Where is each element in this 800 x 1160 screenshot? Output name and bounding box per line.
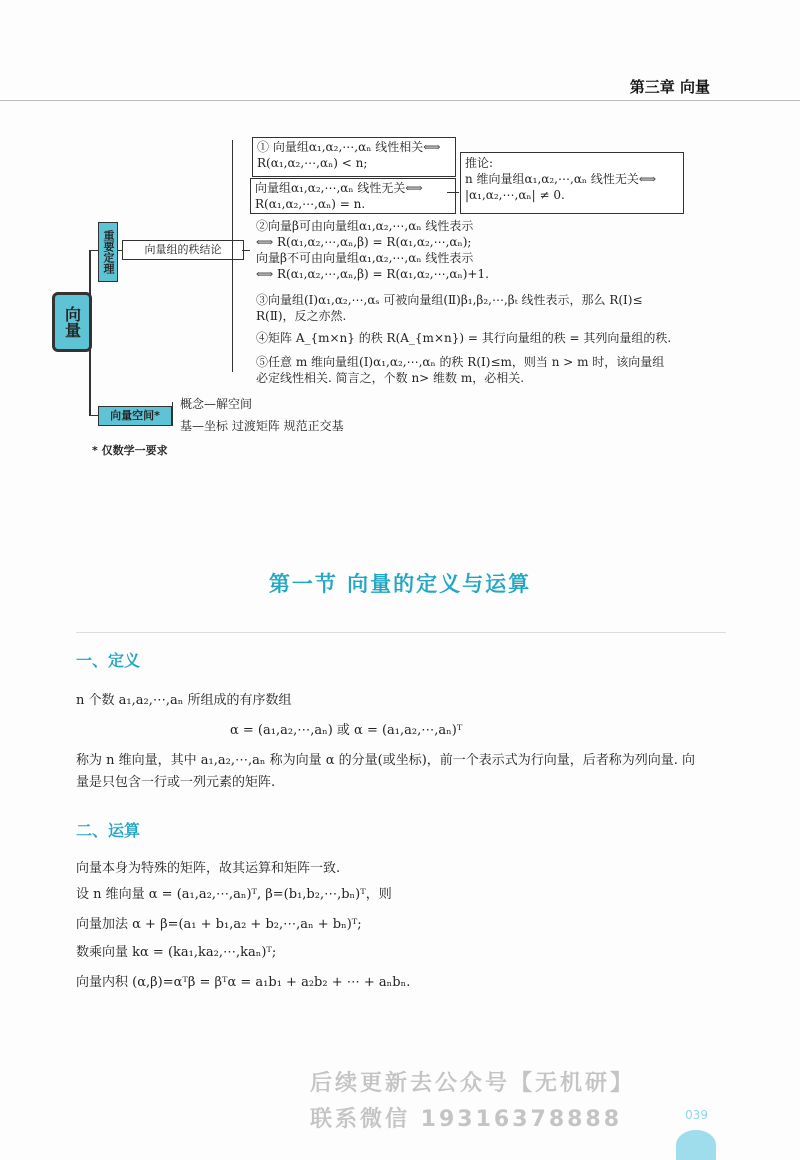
- op-p1: 向量本身为特殊的矩阵，故其运算和矩阵一致.: [76, 861, 341, 876]
- item1b-box: [250, 178, 456, 214]
- inference-line2: |α₁,α₂,⋯,αₙ| ≠ 0.: [465, 188, 565, 202]
- def-formula: α = (a₁,a₂,⋯,aₙ) 或 α = (a₁,a₂,⋯,aₙ)ᵀ: [230, 723, 463, 738]
- item1-box: [252, 137, 456, 177]
- page-corner-decoration: [676, 1130, 716, 1160]
- item2-line1: ②向量β可由向量组α₁,α₂,⋯,αₙ 线性表示: [256, 219, 474, 233]
- item3-line1: ③向量组(Ⅰ)α₁,α₂,⋯,αₛ 可被向量组(Ⅱ)β₁,β₂,⋯,βₜ 线性表示，那么 R(Ⅰ)≤: [256, 293, 643, 307]
- footnote: * 仅数学一要求: [92, 444, 168, 457]
- item2: [256, 218, 696, 282]
- watermark-line2: 联系微信 19316378888: [310, 1107, 623, 1132]
- item4: ④矩阵 A_{m×n} 的秩 R(A_{m×n}) = 其行向量组的秩 = 其列向量组的秩.: [256, 331, 672, 345]
- op-p3: 向量加法 α + β=(a₁ + b₁,a₂ + b₂,⋯,aₙ + bₙ)ᵀ;: [76, 917, 362, 932]
- item5: [256, 354, 716, 386]
- inference-line1: n 维向量组α₁,α₂,⋯,αₙ 线性无关⟺: [465, 172, 657, 186]
- mindmap-connector: [117, 250, 123, 251]
- def-p1: n 个数 a₁,a₂,⋯,aₙ 所组成的有序数组: [76, 693, 292, 708]
- chapter-header: 第三章 向量: [629, 78, 710, 96]
- section-title: 第一节 向量的定义与运算: [268, 572, 532, 596]
- inference-connector: [447, 192, 459, 193]
- page-number: 039: [685, 1108, 708, 1122]
- mindmap-bracket: [232, 140, 233, 372]
- branch-vector-space: 向量空间*: [98, 406, 172, 426]
- item2-line2: ⟺ R(α₁,α₂,⋯,αₙ,β) = R(α₁,α₂,⋯,αₙ);: [256, 235, 472, 249]
- branch-theorem: 重要定理: [98, 222, 118, 282]
- mindmap-connector: [242, 250, 250, 251]
- item3-line2: R(Ⅱ)，反之亦然.: [256, 309, 347, 323]
- space-line2: 基—坐标 过渡矩阵 规范正交基: [180, 419, 344, 433]
- item5-line1: ⑤任意 m 维向量组(Ⅰ)α₁,α₂,⋯,αₙ 的秩 R(Ⅰ)≤m，则当 n > m 时，该向量组: [256, 355, 665, 369]
- space-line1: 概念—解空间: [180, 397, 253, 411]
- op-title: 二、运算: [76, 821, 141, 840]
- item1-text: ① 向量组α₁,α₂,⋯,αₙ 线性相关⟺ R(α₁,α₂,⋯,αₙ) < n;: [257, 140, 441, 170]
- mindmap-root: 向量: [52, 292, 92, 352]
- def-p2-line2: 量是只包含一行或一列元素的矩阵.: [76, 775, 276, 790]
- item2-line4: ⟺ R(α₁,α₂,⋯,αₙ,β) = R(α₁,α₂,⋯,αₙ)+1.: [256, 267, 489, 281]
- header-divider: [0, 100, 800, 101]
- item5-line2: 必定线性相关. 简言之，个数 n> 维数 m，必相关.: [256, 371, 525, 385]
- watermark-line1: 后续更新去公众号【无机研】: [310, 1071, 636, 1096]
- section-divider: [76, 632, 726, 633]
- item1b-text: 向量组α₁,α₂,⋯,αₙ 线性无关⟺ R(α₁,α₂,⋯,αₙ) = n.: [255, 181, 423, 211]
- op-p5: 向量内积 (α,β)=αᵀβ = βᵀα = a₁b₁ + a₂b₂ + ⋯ + aₙbₙ.: [76, 975, 411, 990]
- op-p4: 数乘向量 kα = (ka₁,ka₂,⋯,kaₙ)ᵀ;: [76, 945, 277, 960]
- item2-line3: 向量β不可由向量组α₁,α₂,⋯,αₙ 线性表示: [256, 251, 474, 265]
- def-title: 一、定义: [76, 651, 141, 670]
- mindmap-bracket: [172, 402, 173, 426]
- def-p2: [76, 750, 736, 794]
- inference-box: [460, 152, 684, 214]
- rank-conclusion-box: 向量组的秩结论: [122, 240, 244, 260]
- def-p2-line1: 称为 n 维向量，其中 a₁,a₂,⋯,aₙ 称为向量 α 的分量(或坐标)，前一个表示式为行向量，后者称为列向量. 向: [76, 753, 696, 768]
- inference-title: 推论:: [465, 156, 494, 170]
- item3: [256, 292, 716, 324]
- mindmap-connector: [89, 250, 91, 416]
- op-p2: 设 n 维向量 α = (a₁,a₂,⋯,aₙ)ᵀ, β=(b₁,b₂,⋯,bₙ)ᵀ，则: [76, 887, 392, 902]
